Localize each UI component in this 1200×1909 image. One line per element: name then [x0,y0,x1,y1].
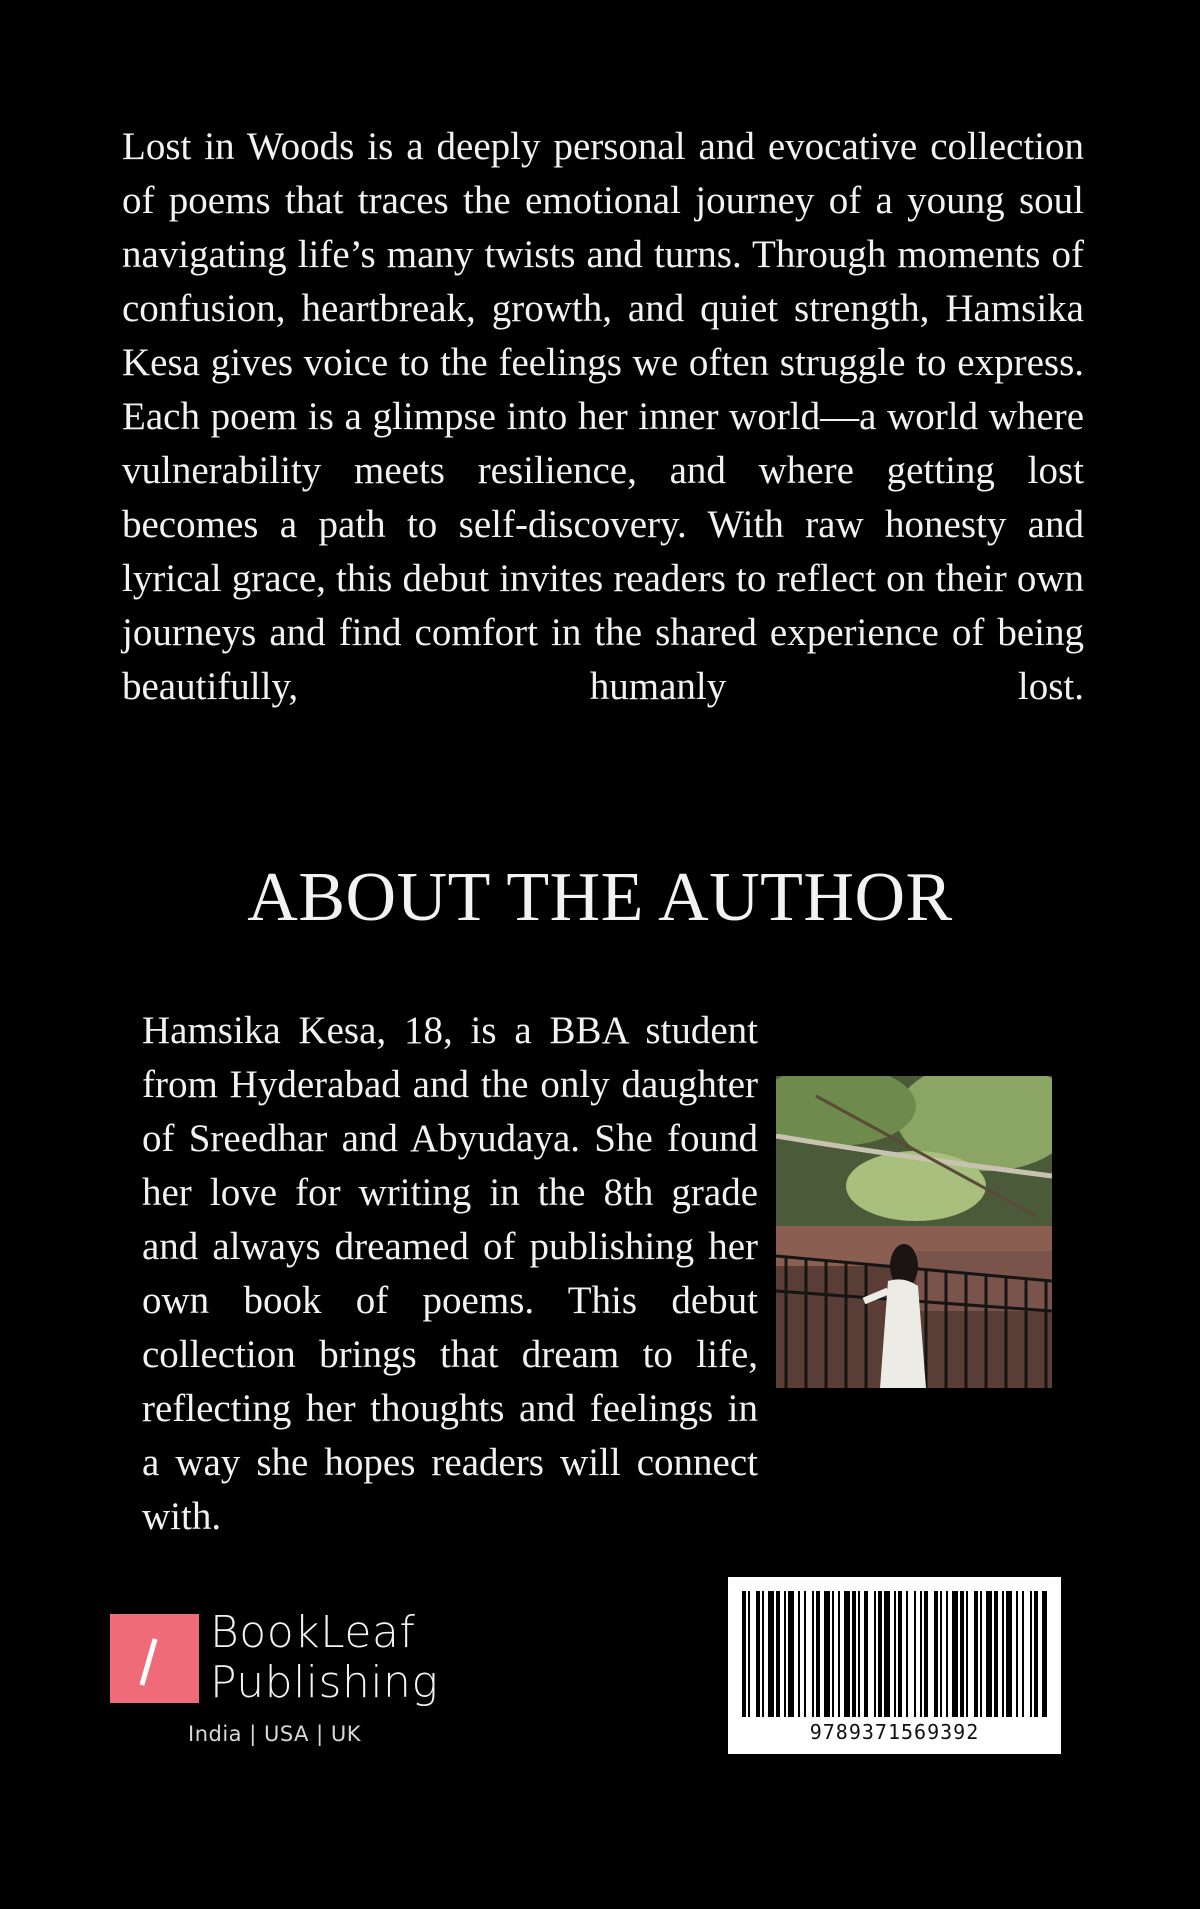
publisher-locations: India | USA | UK [188,1722,361,1746]
about-author-heading: ABOUT THE AUTHOR [247,859,953,936]
barcode-bars [742,1591,1047,1717]
slash-icon [139,1638,157,1686]
barcode-bar [966,1591,968,1717]
barcode-bar [784,1591,786,1717]
barcode-bar [762,1591,764,1717]
barcode-bar [832,1591,834,1717]
isbn-number: 9789371569392 [809,1720,980,1744]
barcode-bar [894,1591,896,1717]
author-bio: Hamsika Kesa, 18, is a BBA student from Hyderabad and the only daughter of Sreedhar and Abyudaya. She found her love for writing in the 8th grade and always dreamed of publishing her own book of poems. This debut collection brings that dream to life, reflecting her thoughts and feelings in a way she hopes readers will connect with. [142,1009,758,1538]
barcode-bar [994,1591,998,1717]
barcode-bar [1006,1591,1012,1717]
barcode-bar [838,1591,840,1717]
barcode-bar [812,1591,814,1717]
barcode-bar [858,1591,860,1717]
barcode-bar [940,1591,942,1717]
barcode-bar [986,1591,992,1717]
barcode-bar [844,1591,850,1717]
barcode-bar [952,1591,958,1717]
barcode-bar [980,1591,982,1717]
barcode-bar [924,1591,928,1717]
barcode-bar [946,1591,948,1717]
barcode-bar [742,1591,746,1717]
barcode-bar [1034,1591,1038,1717]
barcode-bar [1030,1591,1032,1717]
publisher-name-line1: BookLeaf [210,1607,416,1658]
barcode-bar [1042,1591,1047,1717]
barcode-bar [920,1591,922,1717]
barcode-bar [878,1591,882,1717]
barcode-bar [960,1591,964,1717]
barcode-bar [748,1591,750,1717]
barcode-bar [934,1591,938,1717]
logo-mark [110,1614,199,1703]
barcode-bar [884,1591,890,1717]
barcode-bar [816,1591,820,1717]
barcode-bar [804,1591,806,1717]
barcode-bar [898,1591,902,1717]
publisher-name [210,1608,438,1708]
author-photo [776,1076,1052,1388]
barcode-bar [914,1591,916,1717]
barcode-bar [776,1591,780,1717]
barcode-bar [1016,1591,1018,1717]
barcode-bar [756,1591,760,1717]
barcode-bar [974,1591,978,1717]
barcode-bar [1002,1591,1004,1717]
book-description: Lost in Woods is a deeply personal and evocative collection of poems that traces the emotional journey of a young soul navigating life’s many twists and turns. Through moments of confusion, heartbreak, growth, and quiet strength, Hamsika Kesa gives voice to the feelings we often struggle to express. Each poem is a glimpse into her inner world—a world where vulnerability meets resilience, and where getting lost becomes a path to self-discovery. With raw honesty and lyrical grace, this debut invites readers to reflect on their own journeys and find comfort in the shared experience of being beautifully, humanly lost. [122,125,1084,708]
barcode-bar [824,1591,830,1717]
barcode-bar [906,1591,908,1717]
barcode-bar [798,1591,800,1717]
barcode-bar [852,1591,856,1717]
barcode-bar [874,1591,876,1717]
barcode-bar [768,1591,774,1717]
isbn-barcode [728,1577,1061,1754]
publisher-name-line2: Publishing [210,1657,439,1708]
barcode-bar [788,1591,794,1717]
barcode-bar [1022,1591,1024,1717]
barcode-bar [864,1591,868,1717]
